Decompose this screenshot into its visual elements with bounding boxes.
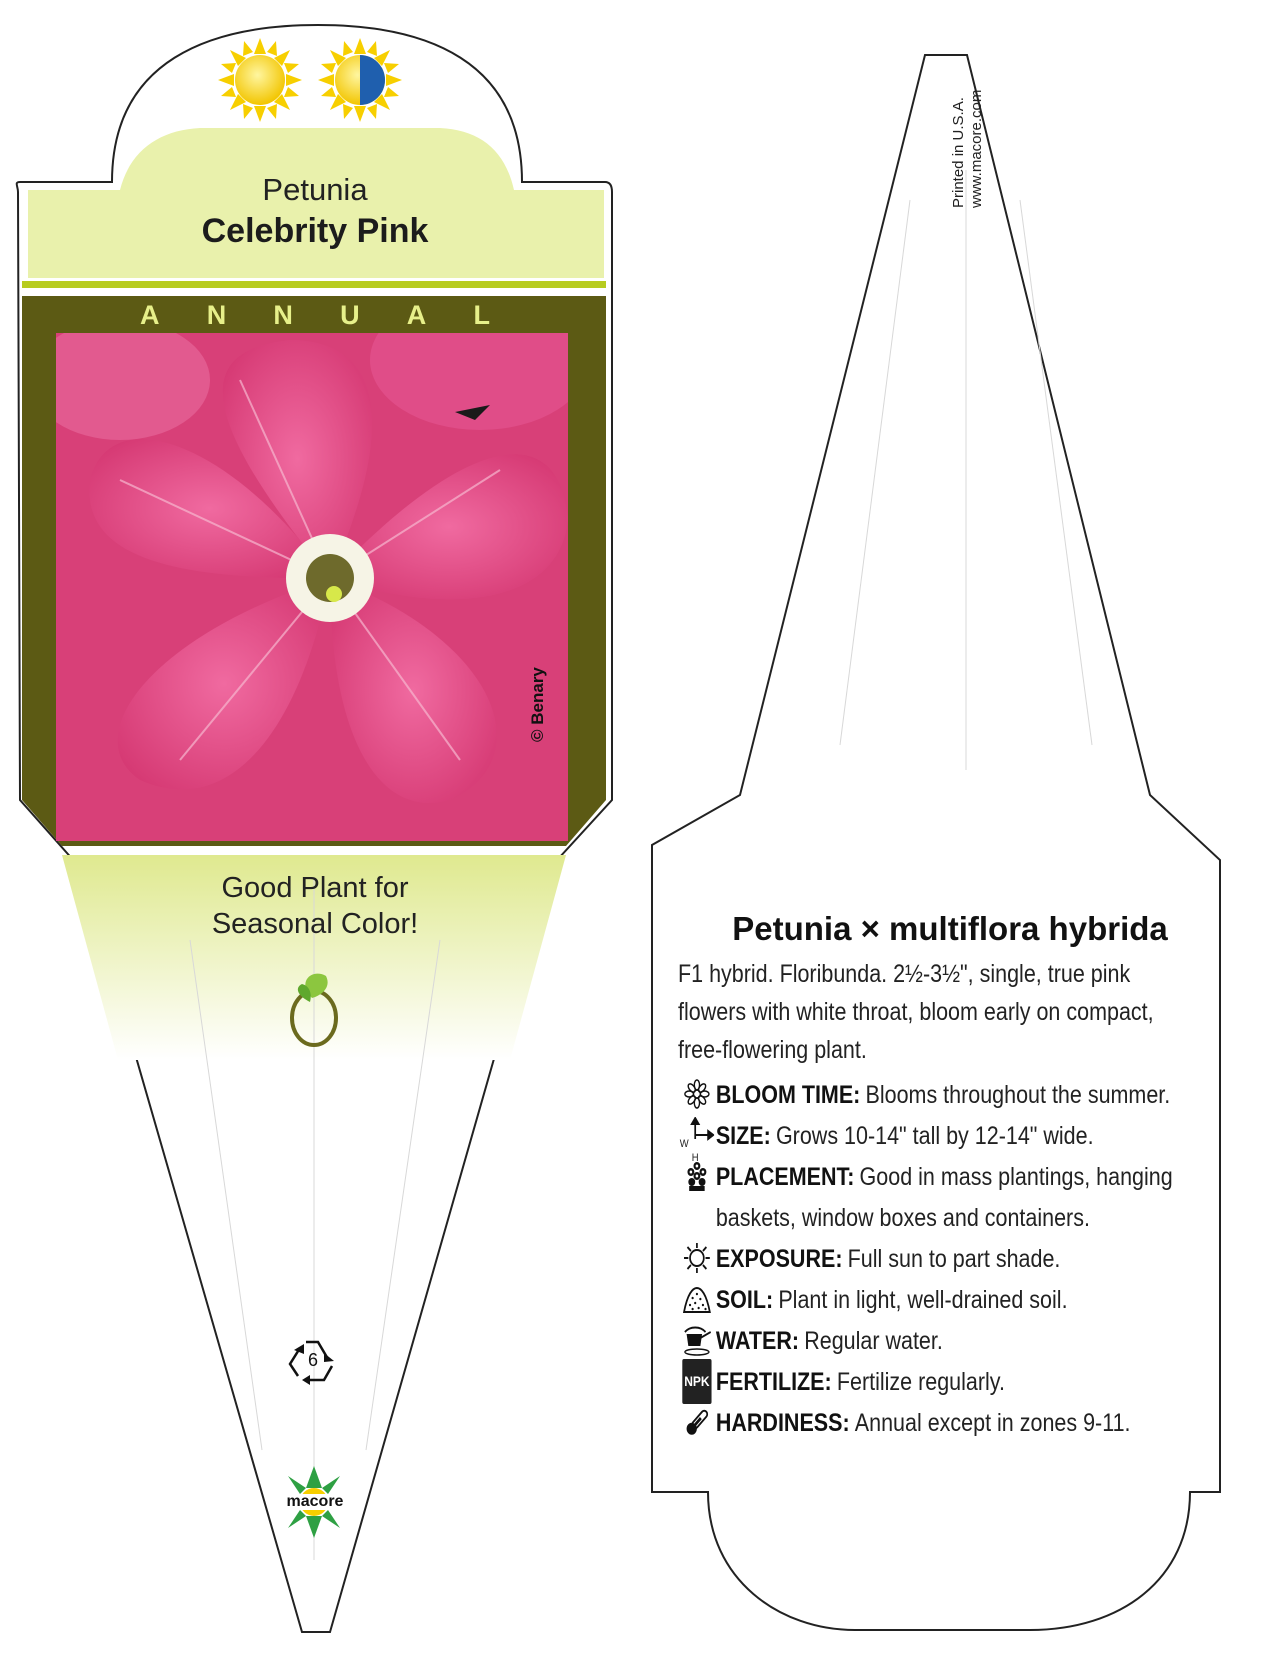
care-water [678,1321,1211,1362]
npk-badge: NPK [682,1359,711,1404]
size-arrows-icon [678,1116,716,1164]
care-bloom-time [678,1075,1211,1116]
care-text: Regular water. [804,1327,943,1355]
printed-in: Printed in U.S.A. [950,97,967,208]
care-text: Full sun to part shade. [847,1245,1061,1273]
care-text: Good in mass plantings, hanging baskets, window boxes and containers. [715,1163,1173,1232]
npk-icon [678,1362,716,1400]
care-label: HARDINESS: [715,1409,850,1437]
category-letter: A [140,300,160,330]
care-placement [678,1157,1211,1239]
care-text: Plant in light, well-drained soil. [778,1286,1068,1314]
care-fertilize [678,1362,1211,1403]
care-text: Fertilize regularly. [836,1368,1005,1396]
care-soil [678,1280,1211,1321]
soil-icon [678,1280,716,1318]
flower-icon [678,1075,716,1113]
description-text: F1 hybrid. Floribunda. 2½-3½", single, true pink flowers with white throat, bloom early on compact, free-flowering plant. [678,960,1154,1064]
category-letter: L [473,300,490,330]
print-info [950,90,986,208]
thermometer-icon [678,1403,716,1441]
care-label: SOIL: [715,1286,774,1314]
tagline [130,870,500,942]
care-label: WATER: [715,1327,800,1355]
care-label: FERTILIZE: [715,1368,832,1396]
watering-can-icon [678,1321,716,1359]
care-size [678,1116,1211,1164]
care-hardiness [678,1403,1211,1444]
brand-name: macore [286,1493,344,1510]
category-letter: A [406,300,427,330]
care-label: PLACEMENT: [715,1163,855,1191]
website: www.macore.com [968,89,985,208]
care-exposure [678,1239,1211,1280]
sun-outline-icon [678,1239,716,1277]
scientific-name: Petunia × multiflora hybrida [732,910,1168,947]
care-list [678,1075,1211,1444]
care-label: SIZE: [715,1122,771,1150]
care-text: Blooms throughout the summer. [865,1081,1171,1109]
care-label: EXPOSURE: [715,1245,843,1273]
care-label: BLOOM TIME: [715,1081,861,1109]
plant-description [678,955,1185,1069]
tagline-line: Good Plant for [221,872,409,904]
category-label [140,300,490,331]
full-sun-icon [218,38,302,122]
header-rule [22,281,606,288]
part-shade-icon [318,38,402,122]
photo-credit: © Benary [528,667,547,742]
plant-genus: Petunia [262,172,368,207]
recycle-number: 6 [307,1350,318,1370]
flower-photo [30,290,590,841]
category-letter: N [273,300,293,330]
care-text: Annual except in zones 9-11. [854,1409,1131,1437]
tagline-line: Seasonal Color! [211,908,419,940]
category-letter: U [340,300,360,330]
category-letter: N [206,300,227,330]
care-text: Grows 10-14" tall by 12-14" wide. [775,1122,1094,1150]
height-glyph: H [691,1152,699,1164]
plant-variety: Celebrity Pink [201,212,429,250]
width-glyph: W [679,1138,689,1150]
